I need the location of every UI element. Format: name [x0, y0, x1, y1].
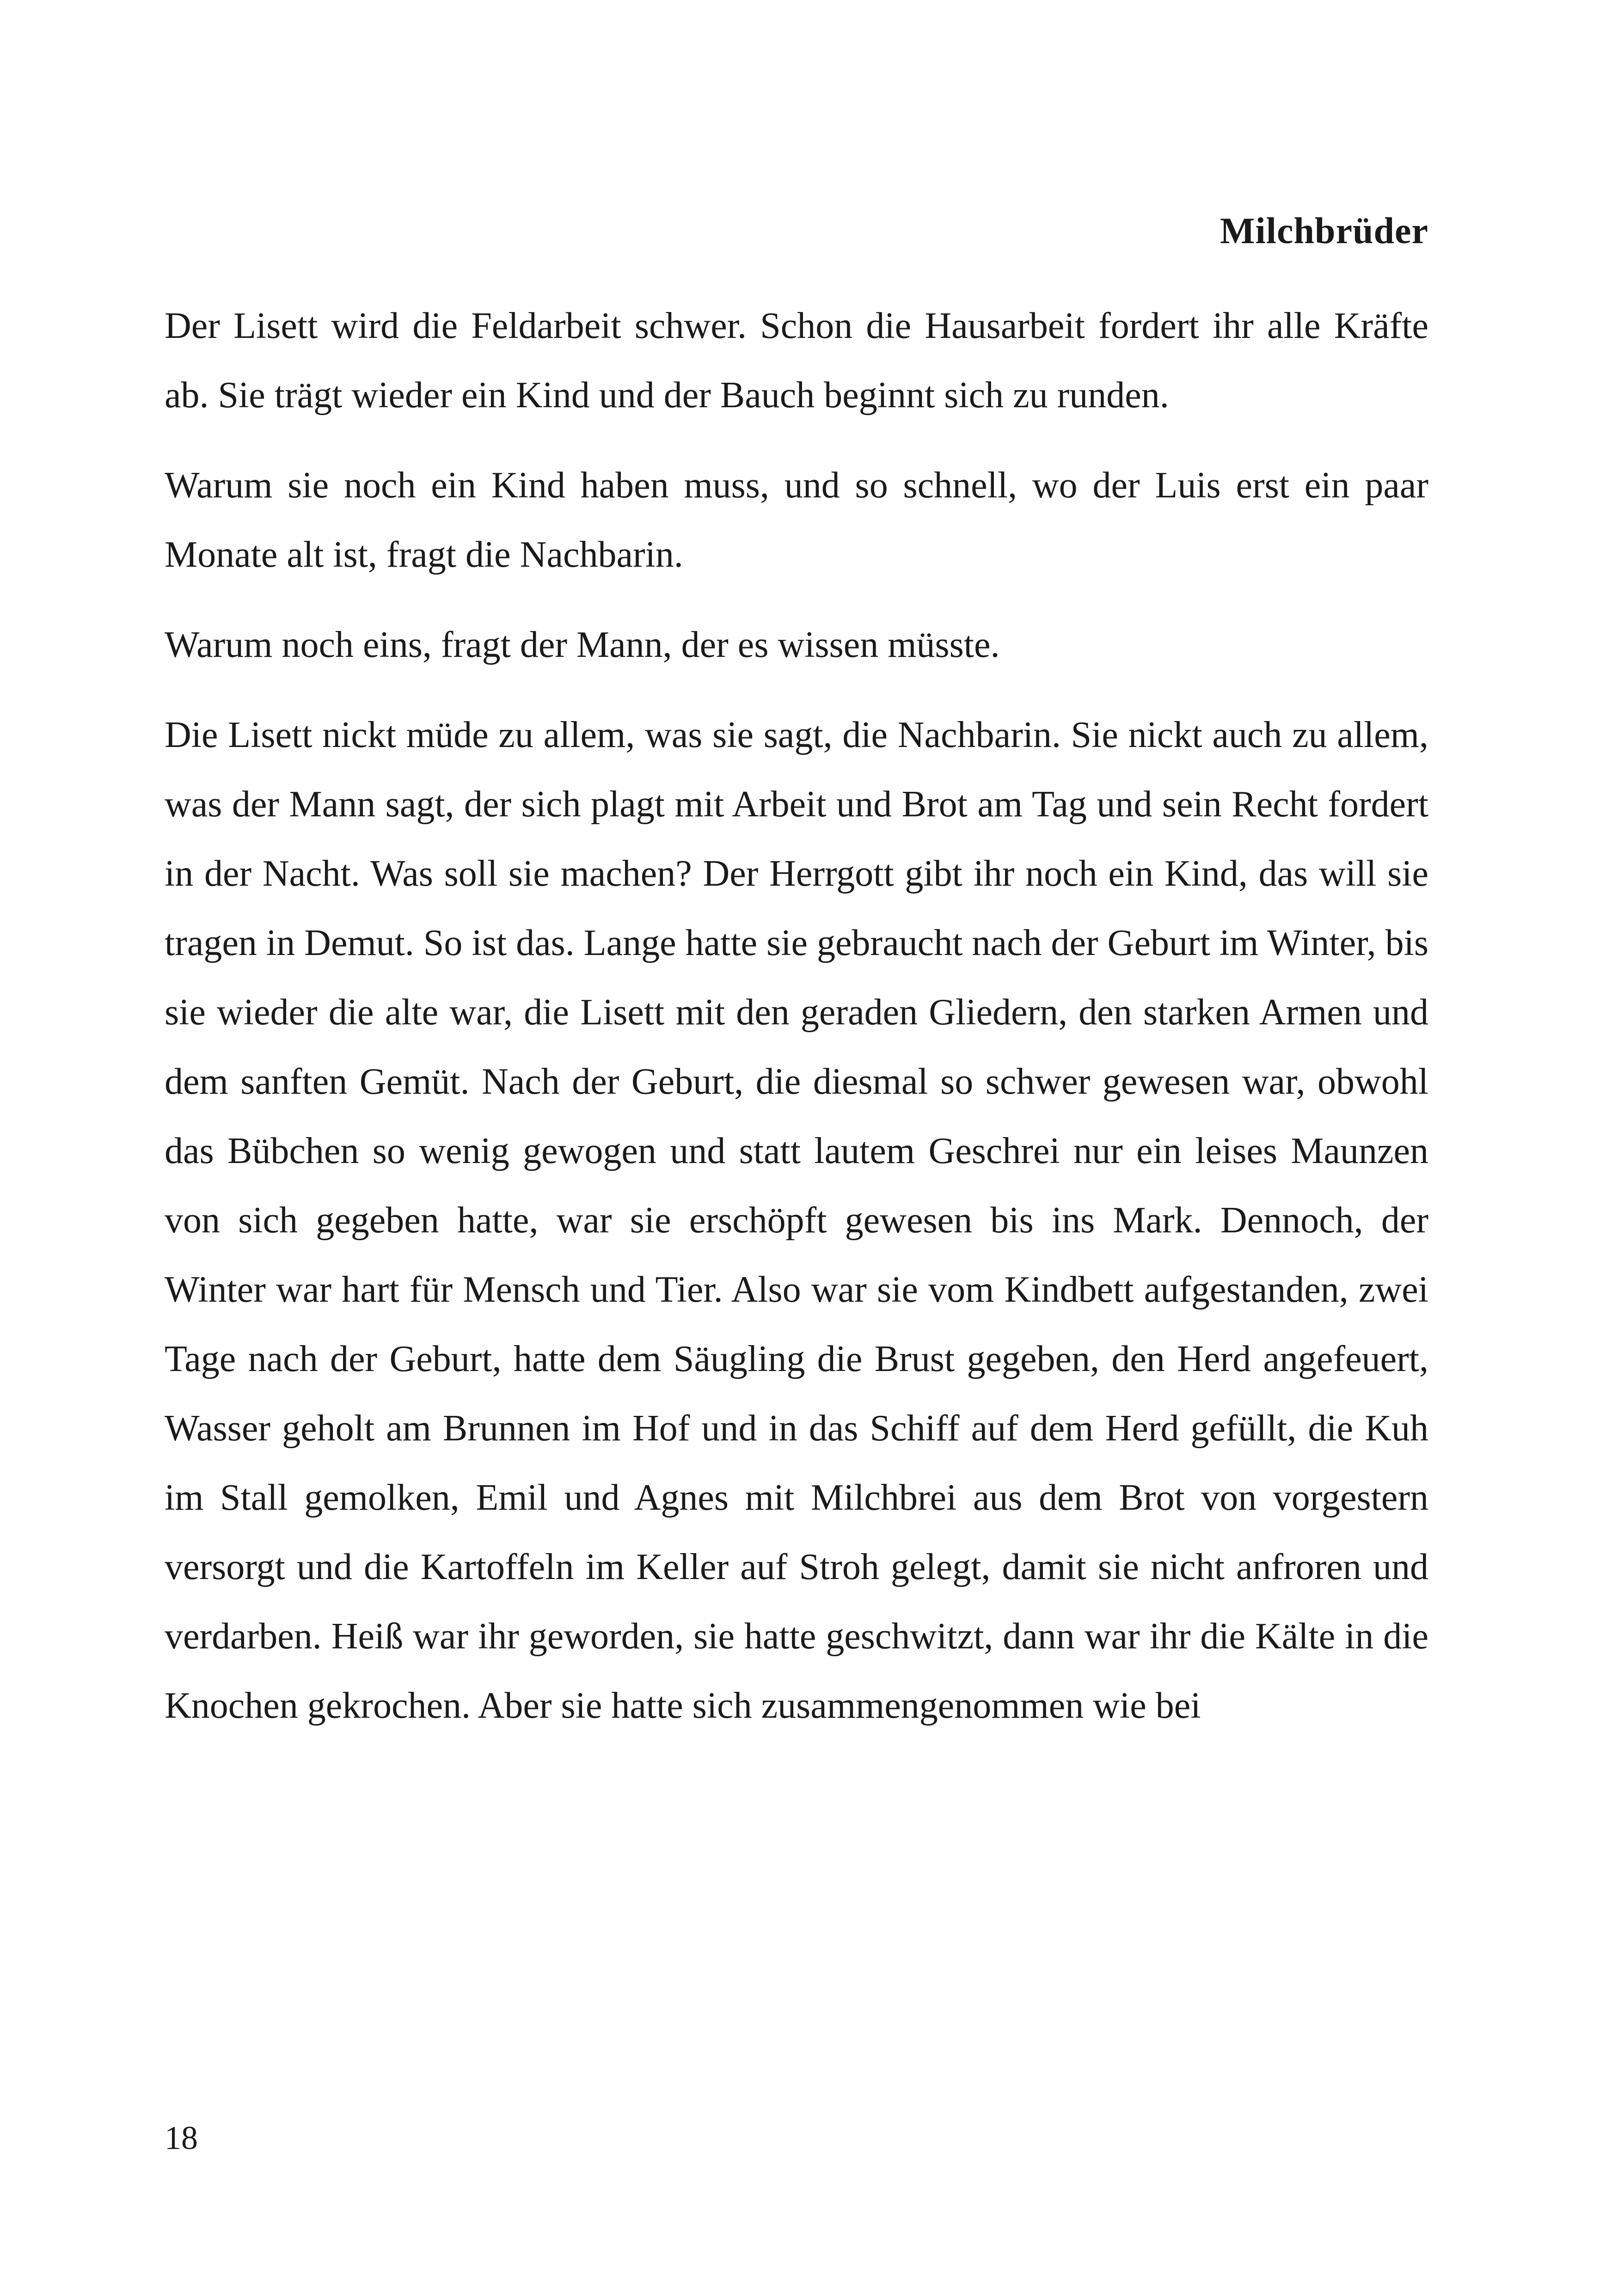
page-number: 18	[165, 2119, 198, 2156]
chapter-title: Milchbrüder	[1220, 211, 1428, 251]
paragraph: Der Lisett wird die Feldarbeit schwer. Schon die Hausarbeit fordert ihr alle Kräfte ab. Sie trägt wieder ein Kind und der Bauch beginnt sich zu runden.	[165, 306, 1428, 416]
paragraph: Warum sie noch ein Kind haben muss, und so schnell, wo der Luis erst ein paar Monate alt ist, fragt die Nachbarin.	[165, 465, 1428, 575]
paragraph: Warum noch eins, fragt der Mann, der es wissen müsste.	[165, 625, 1000, 665]
paragraph: Die Lisett nickt müde zu allem, was sie sagt, die Nachbarin. Sie nickt auch zu allem, was der Mann sagt, der sich plagt mit Arbeit und Brot am Tag und sein Recht fordert in der Nacht. Was soll sie machen? Der Herrgott gibt ihr noch ein Kind, das will sie tragen in Demut. So ist das. Lange hatte sie gebraucht nach der Geburt im Winter, bis sie wieder die alte war, die Lisett mit den geraden Gliedern, den starken Armen und dem sanften Gemüt. Nach der Geburt, die diesmal so schwer gewesen war, obwohl das Bübchen so wenig gewogen und statt lautem Geschrei nur ein leises Maunzen von sich gegeben hatte, war sie erschöpft gewesen bis ins Mark. Dennoch, der Winter war hart für Mensch und Tier. Also war sie vom Kindbett aufgestanden, zwei Tage nach der Geburt, hatte dem Säugling die Brust gegeben, den Herd angefeuert, Wasser geholt am Brunnen im Hof und in das Schiff auf dem Herd gefüllt, die Kuh im Stall gemolken, Emil und Agnes mit Milchbrei aus dem Brot von vorgestern versorgt und die Kartoffeln im Keller auf Stroh gelegt, damit sie nicht anfroren und verdarben. Heiß war ihr geworden, sie hatte geschwitzt, dann war ihr die Kälte in die Knochen gekrochen. Aber sie hatte sich zusammengenommen wie bei	[165, 715, 1428, 1726]
body-text	[165, 291, 1428, 1761]
